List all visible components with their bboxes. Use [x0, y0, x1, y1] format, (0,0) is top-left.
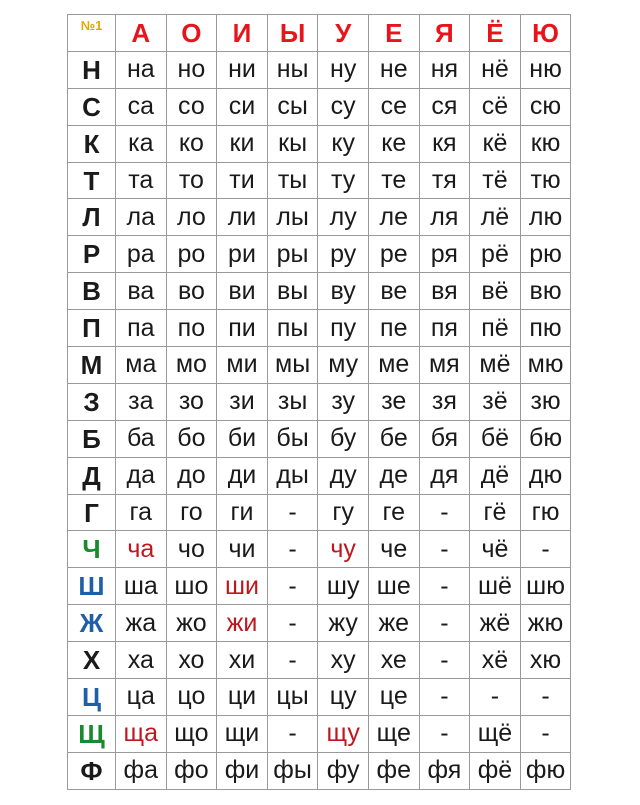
syllable-cell: пе [368, 310, 419, 347]
syllable-cell: чу [318, 531, 369, 568]
consonant-cell: В [68, 273, 116, 310]
syllable-cell: ши [217, 568, 268, 605]
vowel-header-cell: Я [419, 15, 470, 52]
syllable-cell: ка [116, 125, 167, 162]
syllable-cell: чё [470, 531, 521, 568]
syllable-cell: но [166, 51, 217, 88]
syllable-cell: ву [318, 273, 369, 310]
table-row [68, 494, 571, 531]
syllable-cell: ша [116, 568, 167, 605]
syllable-cell: зи [217, 383, 268, 420]
consonant-cell: Ж [68, 605, 116, 642]
syllable-cell: ца [116, 679, 167, 716]
syllable-cell: сю [520, 88, 571, 125]
syllable-cell: ны [267, 51, 318, 88]
syllable-cell: са [116, 88, 167, 125]
syllable-cell: лы [267, 199, 318, 236]
table-row [68, 236, 571, 273]
syllable-cell: що [166, 715, 217, 752]
syllable-cell: ни [217, 51, 268, 88]
syllable-cell: ки [217, 125, 268, 162]
consonant-cell: Н [68, 51, 116, 88]
consonant-cell: Л [68, 199, 116, 236]
syllable-cell: ти [217, 162, 268, 199]
syllable-cell: ся [419, 88, 470, 125]
syllable-cell: си [217, 88, 268, 125]
syllable-cell: тё [470, 162, 521, 199]
table-row [68, 605, 571, 642]
syllable-cell: цы [267, 679, 318, 716]
syllable-cell: дё [470, 457, 521, 494]
syllable-cell: зя [419, 383, 470, 420]
syllable-cell: чо [166, 531, 217, 568]
syllable-cell: це [368, 679, 419, 716]
syllable-cell: жю [520, 605, 571, 642]
syllable-cell: лу [318, 199, 369, 236]
syllable-cell: ля [419, 199, 470, 236]
syllable-cell: щи [217, 715, 268, 752]
syllable-cell: ри [217, 236, 268, 273]
table-row [68, 752, 571, 789]
syllable-cell: бу [318, 420, 369, 457]
syllable-cell: - [267, 605, 318, 642]
syllable-cell: тю [520, 162, 571, 199]
syllable-cell: - [267, 568, 318, 605]
syllable-cell: цо [166, 679, 217, 716]
table-row [68, 347, 571, 384]
syllable-cell: фа [116, 752, 167, 789]
syllable-cell: се [368, 88, 419, 125]
syllable-cell: кё [470, 125, 521, 162]
syllable-cell: че [368, 531, 419, 568]
table-row [68, 51, 571, 88]
syllable-cell: то [166, 162, 217, 199]
consonant-cell: Ч [68, 531, 116, 568]
syllable-cell: тя [419, 162, 470, 199]
syllable-cell: зы [267, 383, 318, 420]
syllable-cell: гу [318, 494, 369, 531]
consonant-cell: К [68, 125, 116, 162]
syllable-cell: жа [116, 605, 167, 642]
syllable-cell: гё [470, 494, 521, 531]
syllable-cell: - [419, 715, 470, 752]
syllable-cell: ду [318, 457, 369, 494]
syllable-cell: - [470, 679, 521, 716]
syllable-cell: па [116, 310, 167, 347]
syllable-cell: ры [267, 236, 318, 273]
syllable-cell: - [520, 679, 571, 716]
syllable-cell: вя [419, 273, 470, 310]
syllable-cell: мю [520, 347, 571, 384]
syllable-cell: ми [217, 347, 268, 384]
syllable-cell: - [520, 531, 571, 568]
syllable-cell: вё [470, 273, 521, 310]
syllable-cell: - [419, 531, 470, 568]
syllable-cell: ма [116, 347, 167, 384]
syllable-cell: му [318, 347, 369, 384]
syllable-cell: ко [166, 125, 217, 162]
syllable-cell: ря [419, 236, 470, 273]
consonant-cell: Б [68, 420, 116, 457]
syllable-cell: ро [166, 236, 217, 273]
syllable-cell: ла [116, 199, 167, 236]
syllable-cell: цу [318, 679, 369, 716]
syllable-cell: фу [318, 752, 369, 789]
syllable-cell: бю [520, 420, 571, 457]
vowel-header-cell: И [217, 15, 268, 52]
syllable-cell: рю [520, 236, 571, 273]
syllable-cell: сы [267, 88, 318, 125]
syllable-cell: жо [166, 605, 217, 642]
syllable-cell: ло [166, 199, 217, 236]
vowel-header-cell: Ё [470, 15, 521, 52]
syllable-cell: мя [419, 347, 470, 384]
syllable-cell: - [419, 568, 470, 605]
syllable-cell: ру [318, 236, 369, 273]
vowel-header-cell: О [166, 15, 217, 52]
syllable-cell: ня [419, 51, 470, 88]
syllable-cell: мы [267, 347, 318, 384]
table-body [68, 15, 571, 790]
syllable-cell: со [166, 88, 217, 125]
syllable-cell: фо [166, 752, 217, 789]
table-number-label: №1 [68, 15, 116, 52]
syllable-cell: ци [217, 679, 268, 716]
syllable-cell: - [267, 494, 318, 531]
syllable-cell: щё [470, 715, 521, 752]
syllable-cell: до [166, 457, 217, 494]
syllable-cell: зё [470, 383, 521, 420]
consonant-cell: Р [68, 236, 116, 273]
syllable-cell: бы [267, 420, 318, 457]
table-row [68, 642, 571, 679]
vowel-header-cell: У [318, 15, 369, 52]
syllable-cell: да [116, 457, 167, 494]
syllable-cell: пю [520, 310, 571, 347]
syllable-cell: бё [470, 420, 521, 457]
syllable-cell: шю [520, 568, 571, 605]
syllable-cell: фю [520, 752, 571, 789]
consonant-cell: Д [68, 457, 116, 494]
syllable-cell: фи [217, 752, 268, 789]
table-row [68, 568, 571, 605]
consonant-cell: С [68, 88, 116, 125]
vowel-header-row [68, 15, 571, 52]
syllable-cell: во [166, 273, 217, 310]
syllable-cell: ке [368, 125, 419, 162]
consonant-cell: Ш [68, 568, 116, 605]
table-row [68, 162, 571, 199]
syllable-cell: фе [368, 752, 419, 789]
consonant-cell: Ф [68, 752, 116, 789]
table-row [68, 273, 571, 310]
syllable-cell: - [267, 715, 318, 752]
syllable-cell: мё [470, 347, 521, 384]
syllable-cell: ли [217, 199, 268, 236]
syllable-cell: ху [318, 642, 369, 679]
syllable-cell: жи [217, 605, 268, 642]
syllable-cell: фя [419, 752, 470, 789]
vowel-header-cell: Ю [520, 15, 571, 52]
syllable-cell: жё [470, 605, 521, 642]
syllable-cell: фё [470, 752, 521, 789]
syllable-cell: ва [116, 273, 167, 310]
syllable-cell: ку [318, 125, 369, 162]
syllable-cell: дя [419, 457, 470, 494]
syllable-cell: ту [318, 162, 369, 199]
consonant-cell: Г [68, 494, 116, 531]
table-row [68, 715, 571, 752]
syllable-cell: пи [217, 310, 268, 347]
syllable-cell: ча [116, 531, 167, 568]
syllable-cell: мо [166, 347, 217, 384]
syllable-cell: чи [217, 531, 268, 568]
syllable-cell: шо [166, 568, 217, 605]
syllable-cell: по [166, 310, 217, 347]
syllable-cell: ре [368, 236, 419, 273]
syllable-cell: ве [368, 273, 419, 310]
syllable-table [67, 14, 571, 790]
syllable-cell: - [267, 642, 318, 679]
table-row [68, 383, 571, 420]
syllable-cell: шё [470, 568, 521, 605]
syllable-cell: зю [520, 383, 571, 420]
syllable-cell: - [419, 679, 470, 716]
table-row [68, 310, 571, 347]
consonant-cell: Щ [68, 715, 116, 752]
syllable-cell: нё [470, 51, 521, 88]
syllable-cell: жу [318, 605, 369, 642]
syllable-cell: на [116, 51, 167, 88]
syllable-cell: же [368, 605, 419, 642]
syllable-cell: хи [217, 642, 268, 679]
syllable-cell: - [520, 715, 571, 752]
syllable-cell: ги [217, 494, 268, 531]
syllable-cell: га [116, 494, 167, 531]
syllable-cell: кя [419, 125, 470, 162]
syllable-cell: ге [368, 494, 419, 531]
table-row [68, 679, 571, 716]
vowel-header-cell: Е [368, 15, 419, 52]
syllable-cell: ты [267, 162, 318, 199]
syllable-cell: хо [166, 642, 217, 679]
syllable-cell: пы [267, 310, 318, 347]
syllable-cell: ню [520, 51, 571, 88]
syllable-cell: - [419, 494, 470, 531]
table-row [68, 420, 571, 457]
syllable-cell: вы [267, 273, 318, 310]
syllable-cell: те [368, 162, 419, 199]
syllable-cell: пё [470, 310, 521, 347]
syllable-cell: бе [368, 420, 419, 457]
syllable-cell: зе [368, 383, 419, 420]
syllable-cell: кю [520, 125, 571, 162]
consonant-cell: З [68, 383, 116, 420]
syllable-cell: ра [116, 236, 167, 273]
consonant-cell: Т [68, 162, 116, 199]
syllable-cell: ды [267, 457, 318, 494]
syllable-cell: го [166, 494, 217, 531]
syllable-cell: - [419, 642, 470, 679]
syllable-cell: пя [419, 310, 470, 347]
syllable-cell: пу [318, 310, 369, 347]
syllable-cell: лё [470, 199, 521, 236]
vowel-header-cell: Ы [267, 15, 318, 52]
syllable-cell: ви [217, 273, 268, 310]
table-row [68, 88, 571, 125]
syllable-cell: ше [368, 568, 419, 605]
syllable-cell: зо [166, 383, 217, 420]
syllable-cell: - [419, 605, 470, 642]
syllable-cell: шу [318, 568, 369, 605]
syllable-cell: сё [470, 88, 521, 125]
consonant-cell: П [68, 310, 116, 347]
vowel-header-cell: А [116, 15, 167, 52]
syllable-cell: рё [470, 236, 521, 273]
syllable-cell: лю [520, 199, 571, 236]
syllable-cell: ди [217, 457, 268, 494]
syllable-cell: хё [470, 642, 521, 679]
syllable-cell: ще [368, 715, 419, 752]
syllable-cell: ха [116, 642, 167, 679]
table-row [68, 199, 571, 236]
table-row [68, 457, 571, 494]
syllable-cell: ща [116, 715, 167, 752]
syllable-cell: ме [368, 347, 419, 384]
table-row [68, 125, 571, 162]
syllable-cell: - [267, 531, 318, 568]
syllable-cell: хе [368, 642, 419, 679]
syllable-cell: фы [267, 752, 318, 789]
syllable-cell: гю [520, 494, 571, 531]
syllable-cell: ле [368, 199, 419, 236]
syllable-cell: та [116, 162, 167, 199]
syllable-cell: су [318, 88, 369, 125]
syllable-cell: ба [116, 420, 167, 457]
syllable-cell: не [368, 51, 419, 88]
syllable-cell: ну [318, 51, 369, 88]
syllable-cell: де [368, 457, 419, 494]
syllable-cell: за [116, 383, 167, 420]
syllable-cell: кы [267, 125, 318, 162]
consonant-cell: М [68, 347, 116, 384]
syllable-cell: хю [520, 642, 571, 679]
syllable-cell: би [217, 420, 268, 457]
syllable-cell: бя [419, 420, 470, 457]
syllable-cell: дю [520, 457, 571, 494]
table-row [68, 531, 571, 568]
syllable-cell: щу [318, 715, 369, 752]
syllable-cell: зу [318, 383, 369, 420]
syllable-cell: бо [166, 420, 217, 457]
consonant-cell: Ц [68, 679, 116, 716]
consonant-cell: Х [68, 642, 116, 679]
syllable-cell: вю [520, 273, 571, 310]
